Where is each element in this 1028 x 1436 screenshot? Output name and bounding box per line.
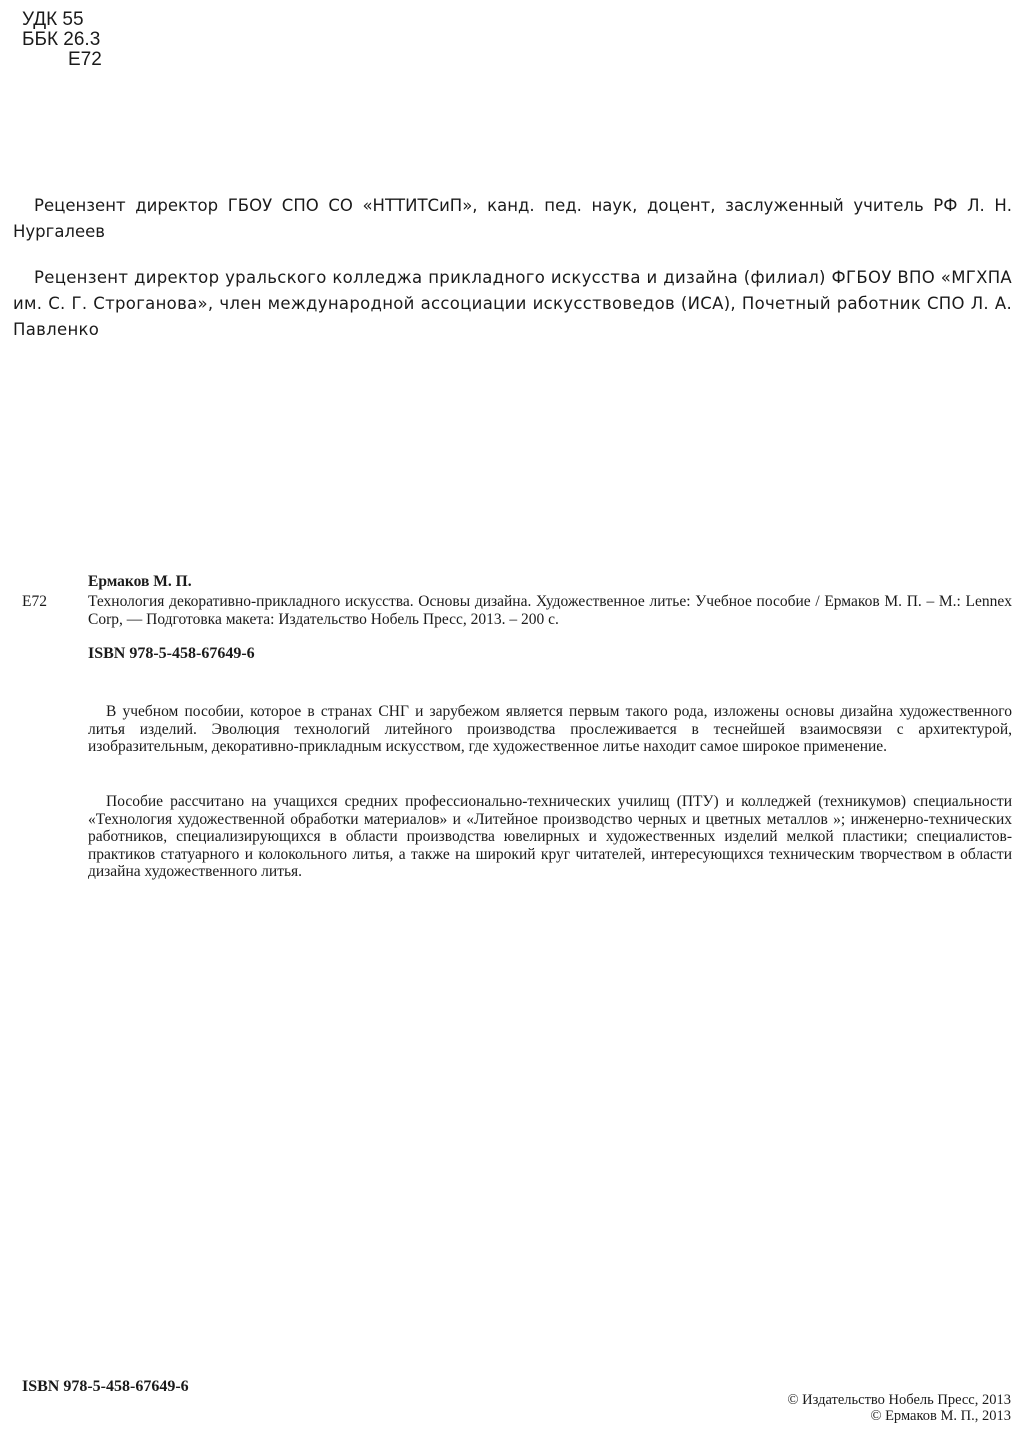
bibliographic-description: Технология декоративно-прикладного искусства. Основы дизайна. Художественное литье: Учебное пособие / Ермаков М. П. – М.: Lennex Corp, — Подготовка макета: Издательство Нобель Пресс, 2013. – 200 с. — [88, 593, 1012, 628]
footer-isbn: ISBN 978-5-458-67649-6 — [22, 1378, 189, 1395]
classification-block — [22, 10, 102, 70]
bibliographic-author-mark: Е72 — [22, 593, 47, 610]
bibliographic-record — [88, 573, 1012, 663]
reviewer-1: Рецензент директор ГБОУ СПО СО «НТТИТСиП», канд. пед. наук, доцент, заслуженный учитель РФ Л. Н. Нургалеев — [13, 196, 1012, 241]
udk-code: УДК 55 — [22, 9, 84, 30]
isbn: ISBN 978-5-458-67649-6 — [88, 645, 255, 662]
copyright-author: © Ермаков М. П., 2013 — [870, 1408, 1011, 1424]
author-name: Ермаков М. П. — [88, 573, 192, 590]
abstract-paragraph-1: В учебном пособии, которое в странах СНГ и зарубежом является первым такого рода, изложены основы дизайна художественного литья изделий. Эволюция технологий литейного производства прослеживается в теснейшей взаимосвязи с архитектурой, изобразительным, декоративно-прикладным искусством, где художественное литье находит самое широкое применение. — [88, 703, 1012, 755]
author-mark: Е72 — [68, 49, 102, 70]
bbk-code: ББК 26.3 — [22, 29, 101, 50]
abstract-paragraph-2: Пособие рассчитано на учащихся средних профессионально-технических училищ (ПТУ) и колледжей (техникумов) специальности «Технология художественной обработки материалов» и «Литейное производство черных и цветных металлов »; инженерно-технических работников, специализирующихся в области производства ювелирных и художественных изделий мелкой пластики; специалистов-практиков статуарного и колокольного литья, а также на широкий круг читателей, интересующихся техническим творчеством в области дизайна художественного литья. — [88, 793, 1012, 880]
copyright-publisher: © Издательство Нобель Пресс, 2013 — [787, 1392, 1011, 1408]
reviewer-2: Рецензент директор уральского колледжа прикладного искусства и дизайна (филиал) ФГБОУ ВПО «МГХПА им. С. Г. Строганова», член международной ассоциации искусствоведов (ИСА), Почетный работник СПО Л. А. Павленко — [13, 268, 1012, 339]
copyright-block — [788, 1392, 1012, 1424]
